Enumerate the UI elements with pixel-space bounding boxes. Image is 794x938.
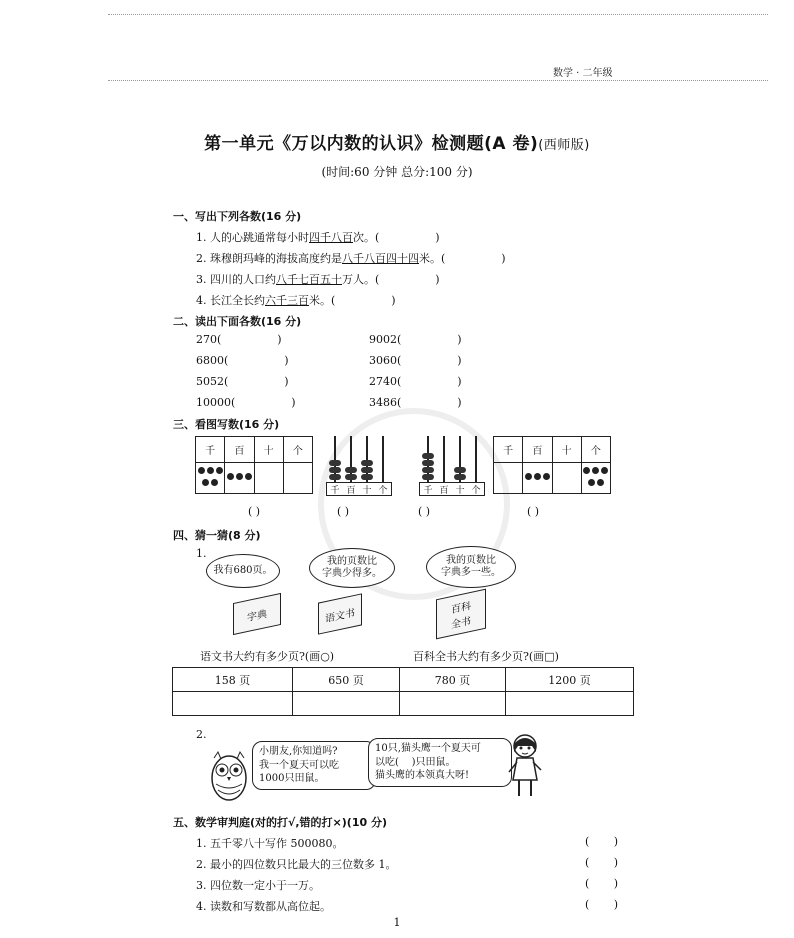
abacus-place-label: 十	[362, 485, 372, 496]
counter-dot	[583, 467, 590, 474]
counter-dot	[227, 473, 234, 480]
abacus-bead	[329, 467, 341, 473]
abacus-place-label: 十	[455, 485, 465, 496]
page-option[interactable]: 780 页	[400, 668, 506, 692]
abacus-place-label: 千	[330, 485, 340, 496]
place-dots-cell	[283, 463, 312, 494]
item-answer-blank[interactable]: 米。( )	[309, 294, 396, 307]
counter-dot	[534, 473, 541, 480]
judge-answer-blank[interactable]: ( )	[585, 898, 619, 911]
answer-blank-3[interactable]: ( )	[418, 505, 431, 518]
mark-cell[interactable]	[173, 692, 293, 716]
place-dots-cell	[552, 463, 581, 494]
read-number-item[interactable]: 3486( )	[369, 396, 462, 409]
item-answer-blank[interactable]: 万人。( )	[342, 273, 440, 286]
read-number-item[interactable]: 9002( )	[369, 333, 462, 346]
abacus-bead	[329, 460, 341, 466]
abacus-base	[419, 482, 485, 496]
judge-answer-blank[interactable]: ( )	[585, 877, 619, 890]
section-1-heading: 一、写出下列各数(16 分)	[173, 210, 302, 223]
mark-cell[interactable]	[293, 692, 400, 716]
abacus-bead	[361, 474, 373, 480]
abacus-2	[419, 436, 485, 496]
speech-bubble-girl: 10只,猫头鹰一个夏天可 以吃( )只田鼠。 猫头鹰的本领真大呀!	[368, 738, 512, 787]
abacus-bead	[361, 460, 373, 466]
title-edition: (西师版)	[538, 138, 590, 153]
abacus-place-label: 百	[439, 485, 449, 496]
abacus-place-label: 千	[423, 485, 433, 496]
counter-dot	[198, 467, 205, 474]
owl-icon	[208, 748, 250, 802]
page-count-table	[172, 667, 634, 716]
place-dots-cell	[581, 463, 610, 494]
counter-dot	[588, 479, 595, 486]
abacus-bead	[422, 453, 434, 459]
abacus-bead	[422, 467, 434, 473]
abacus-bead	[422, 460, 434, 466]
abacus-1	[326, 436, 392, 496]
abacus-place-label: 个	[378, 485, 388, 496]
counter-dot	[525, 473, 532, 480]
fill-item-1	[196, 229, 440, 245]
section-5-heading: 五、数学审判庭(对的打√,错的打×)(10 分)	[173, 816, 387, 829]
judge-statement: 3. 四位数一定小于一万。	[196, 879, 320, 892]
question-1-label: 1.	[196, 547, 207, 560]
page-option[interactable]: 650 页	[293, 668, 400, 692]
abacus-bead	[454, 474, 466, 480]
counter-dot	[597, 479, 604, 486]
abacus-place-label: 百	[346, 485, 356, 496]
speech-bubble-owl: 小朋友,你知道吗? 我一个夏天可以吃 1000只田鼠。	[252, 741, 376, 790]
place-header: 百	[225, 437, 254, 463]
book-chinese-label: 语文书	[325, 607, 355, 625]
speech-bubble-encyclopedia: 我的页数比 字典多一些。	[426, 546, 516, 588]
question-2-label: 2.	[196, 728, 207, 741]
question-chinese-book: 语文书大约有多少页?(画○)	[200, 650, 335, 663]
judge-answer-blank[interactable]: ( )	[585, 856, 619, 869]
item-text: 4. 长江全长约	[196, 294, 265, 307]
speech-bubble-dictionary: 我有680页。	[206, 554, 280, 588]
read-number-item[interactable]: 270( )	[196, 333, 282, 346]
place-dots-cell	[523, 463, 552, 494]
exam-info: (时间:60 分钟 总分:100 分)	[321, 165, 473, 179]
item-answer-blank[interactable]: 米。( )	[419, 252, 506, 265]
counter-dot	[543, 473, 550, 480]
read-number-item[interactable]: 3060( )	[369, 354, 462, 367]
abacus-bead	[345, 467, 357, 473]
read-number-item[interactable]: 5052( )	[196, 375, 289, 388]
place-header: 十	[254, 437, 283, 463]
section-3-heading: 三、看图写数(16 分)	[173, 418, 280, 431]
book-encyclopedia	[436, 589, 486, 640]
place-header: 千	[494, 437, 523, 463]
place-header: 个	[283, 437, 312, 463]
place-value-table-1	[195, 436, 313, 494]
speech-bubble-chinese-book: 我的页数比 字典少得多。	[309, 548, 395, 588]
item-underlined-number: 八千七百五十	[276, 273, 342, 286]
counter-dot	[601, 467, 608, 474]
counter-dot	[216, 467, 223, 474]
fill-item-3	[196, 271, 440, 287]
place-dots-cell	[225, 463, 254, 494]
girl-icon	[505, 732, 545, 800]
mark-cell[interactable]	[400, 692, 506, 716]
counter-dot	[592, 467, 599, 474]
abacus-base	[326, 482, 392, 496]
abacus-bead	[454, 467, 466, 473]
page-option[interactable]: 158 页	[173, 668, 293, 692]
abacus-bead	[361, 467, 373, 473]
item-underlined-number: 六千三百	[265, 294, 309, 307]
place-header: 百	[523, 437, 552, 463]
judge-statement: 1. 五千零八十写作 500080。	[196, 837, 344, 850]
abacus-bead	[422, 474, 434, 480]
item-text: 1. 人的心跳通常每小时	[196, 231, 309, 244]
book-chinese	[318, 593, 362, 634]
place-header: 十	[552, 437, 581, 463]
book-dictionary	[233, 593, 281, 635]
place-header: 个	[581, 437, 610, 463]
header-rule-bottom	[108, 80, 768, 81]
judge-answer-blank[interactable]: ( )	[585, 835, 619, 848]
section-2-heading: 二、读出下面各数(16 分)	[173, 315, 302, 328]
abacus-bead	[329, 474, 341, 480]
read-number-item[interactable]: 2740( )	[369, 375, 462, 388]
read-number-item[interactable]: 6800( )	[196, 354, 289, 367]
judge-statement: 4. 读数和写数都从高位起。	[196, 900, 331, 913]
abacus-rod	[443, 436, 445, 482]
fill-item-2	[196, 250, 506, 266]
counter-dot	[236, 473, 243, 480]
abacus-bead	[345, 474, 357, 480]
place-dots-cell	[494, 463, 523, 494]
section-4-heading: 四、猜一猜(8 分)	[173, 529, 261, 542]
place-header: 千	[196, 437, 225, 463]
abacus-rod	[475, 436, 477, 482]
book-encyclopedia-label: 百科 全书	[451, 600, 471, 632]
mark-cell[interactable]	[506, 692, 634, 716]
judge-statement: 2. 最小的四位数只比最大的三位数多 1。	[196, 858, 397, 871]
abacus-rod	[382, 436, 384, 482]
item-underlined-number: 八千八百四十四	[342, 252, 419, 265]
item-text: 3. 四川的人口约	[196, 273, 276, 286]
item-underlined-number: 四千八百	[309, 231, 353, 244]
answer-blank-2[interactable]: ( )	[337, 505, 350, 518]
answer-blank-4[interactable]: ( )	[527, 505, 540, 518]
item-answer-blank[interactable]: 次。( )	[353, 231, 440, 244]
counter-dot	[211, 479, 218, 486]
book-dictionary-label: 字典	[247, 608, 267, 624]
counter-dot	[202, 479, 209, 486]
place-dots-cell	[254, 463, 283, 494]
page-option[interactable]: 1200 页	[506, 668, 634, 692]
counter-dot	[245, 473, 252, 480]
header-rule-top	[108, 14, 768, 15]
page-title	[0, 129, 794, 154]
answer-blank-1[interactable]: ( )	[248, 505, 261, 518]
item-text: 2. 珠穆朗玛峰的海拔高度约是	[196, 252, 342, 265]
read-number-item[interactable]: 10000( )	[196, 396, 296, 409]
place-dots-cell	[196, 463, 225, 494]
abacus-place-label: 个	[471, 485, 481, 496]
place-value-table-2	[493, 436, 611, 494]
subject-label: 数学 · 二年级	[553, 68, 613, 79]
fill-item-4	[196, 292, 396, 308]
question-encyclopedia: 百科全书大约有多少页?(画□)	[413, 650, 559, 663]
title-main: 第一单元《万以内数的认识》检测题(A 卷)	[204, 134, 539, 154]
counter-dot	[207, 467, 214, 474]
page-number: 1	[393, 916, 401, 929]
